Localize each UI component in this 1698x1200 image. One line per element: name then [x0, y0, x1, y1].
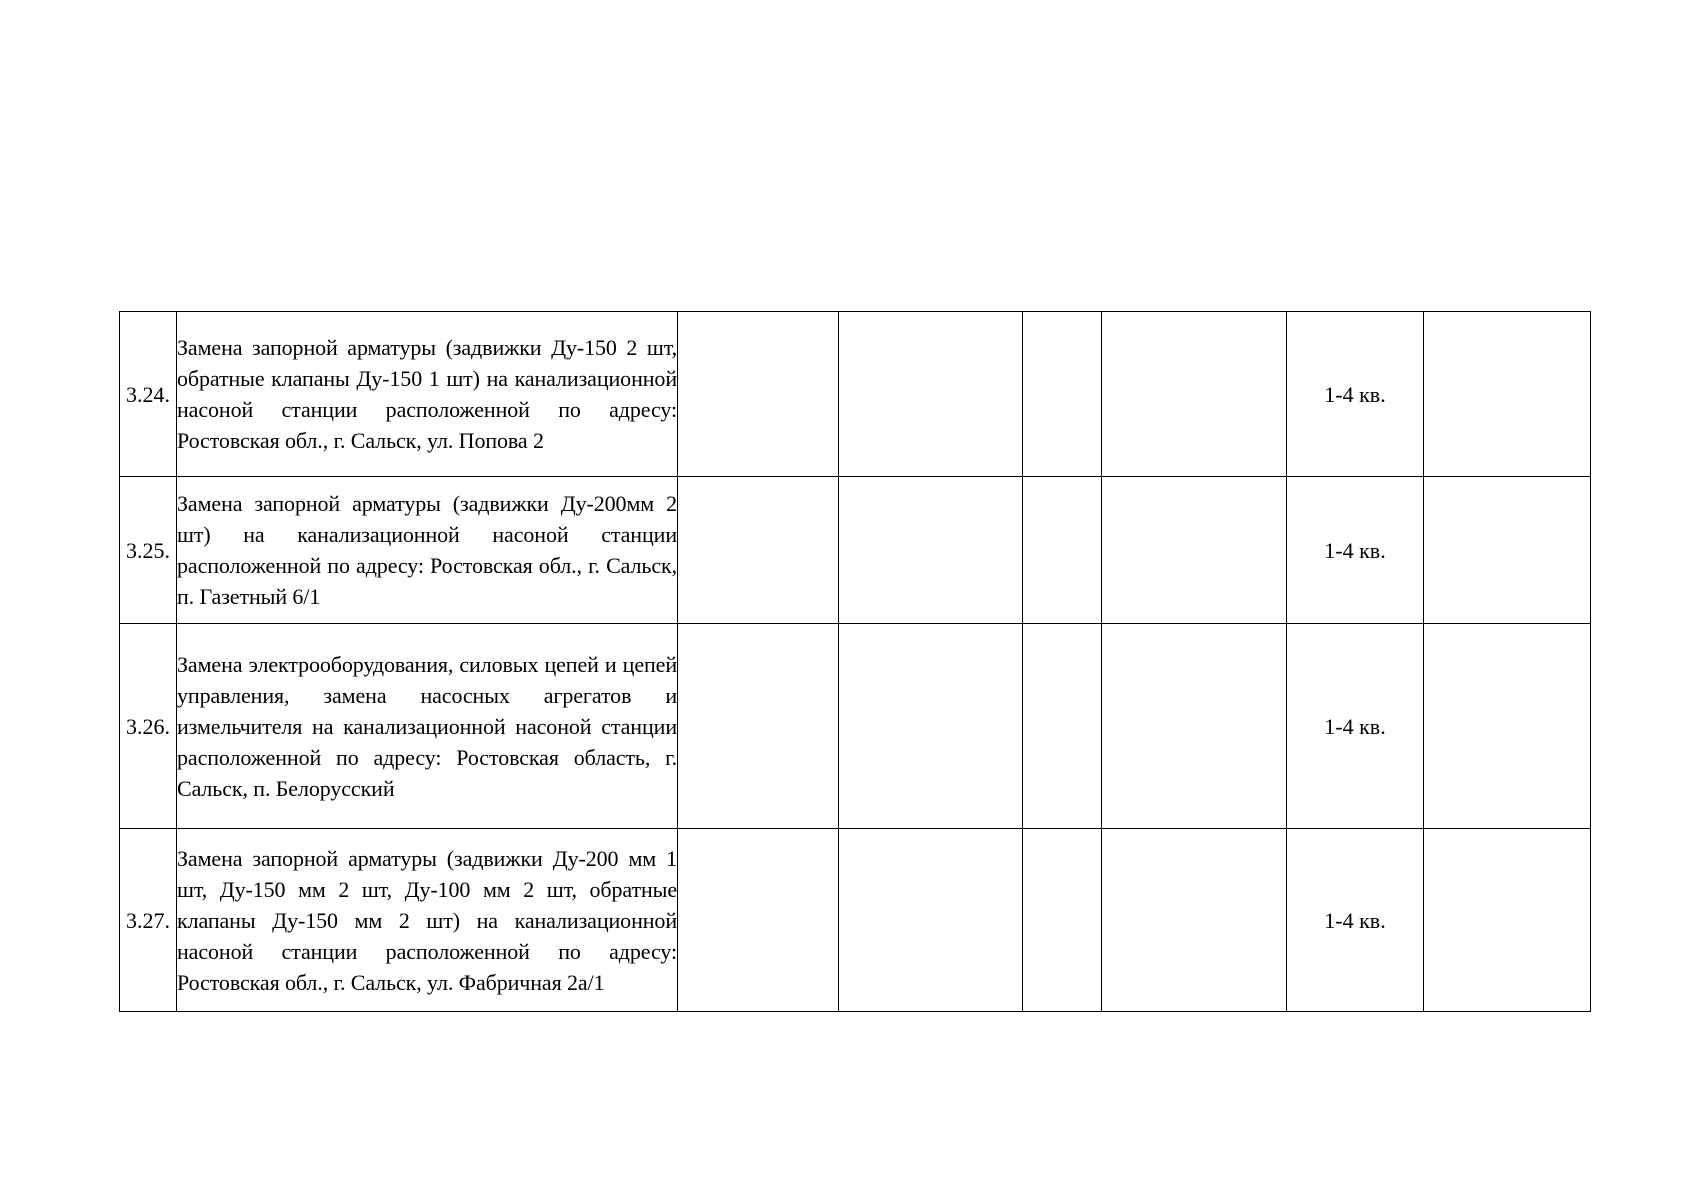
empty-cell	[839, 624, 1023, 829]
table-row	[120, 624, 1591, 829]
work-description-cell: Замена запорной арматуры (задвижки Ду-200мм 2 шт) на канализационной насоной станции расположенной по адресу: Ростовская обл., г. Сальск, п. Газетный 6/1	[177, 477, 678, 624]
empty-cell	[1023, 624, 1102, 829]
empty-cell	[839, 829, 1023, 1012]
period-cell: 1-4 кв.	[1287, 624, 1424, 829]
empty-cell	[1023, 829, 1102, 1012]
empty-cell	[1102, 477, 1287, 624]
empty-cell	[1023, 477, 1102, 624]
work-description-cell: Замена запорной арматуры (задвижки Ду-150 2 шт, обратные клапаны Ду-150 1 шт) на канализационной насоной станции расположенной по адресу: Ростовская обл., г. Сальск, ул. Попова 2	[177, 312, 678, 477]
row-number-cell: 3.25.	[120, 477, 177, 624]
period-cell: 1-4 кв.	[1287, 312, 1424, 477]
empty-cell	[1424, 829, 1591, 1012]
table-row	[120, 829, 1591, 1012]
empty-cell	[678, 624, 839, 829]
empty-cell	[839, 477, 1023, 624]
row-number-cell: 3.27.	[120, 829, 177, 1012]
period-cell: 1-4 кв.	[1287, 829, 1424, 1012]
work-description-cell: Замена запорной арматуры (задвижки Ду-200 мм 1 шт, Ду-150 мм 2 шт, Ду-100 мм 2 шт, обратные клапаны Ду-150 мм 2 шт) на канализационной насоной станции расположенной по адресу: Ростовская обл., г. Сальск, ул. Фабричная 2а/1	[177, 829, 678, 1012]
empty-cell	[839, 312, 1023, 477]
empty-cell	[1424, 624, 1591, 829]
empty-cell	[1424, 312, 1591, 477]
row-number-cell: 3.24.	[120, 312, 177, 477]
empty-cell	[678, 829, 839, 1012]
empty-cell	[1102, 829, 1287, 1012]
empty-cell	[1023, 312, 1102, 477]
row-number-cell: 3.26.	[120, 624, 177, 829]
empty-cell	[1102, 312, 1287, 477]
empty-cell	[1102, 624, 1287, 829]
period-cell: 1-4 кв.	[1287, 477, 1424, 624]
work-plan-table	[119, 311, 1591, 1012]
empty-cell	[1424, 477, 1591, 624]
work-description-cell: Замена электрооборудования, силовых цепей и цепей управления, замена насосных агрегатов и измельчителя на канализационной насоной станции расположенной по адресу: Ростовская область, г. Сальск, п. Белорусский	[177, 624, 678, 829]
table-row	[120, 477, 1591, 624]
empty-cell	[678, 477, 839, 624]
empty-cell	[678, 312, 839, 477]
table-row	[120, 312, 1591, 477]
